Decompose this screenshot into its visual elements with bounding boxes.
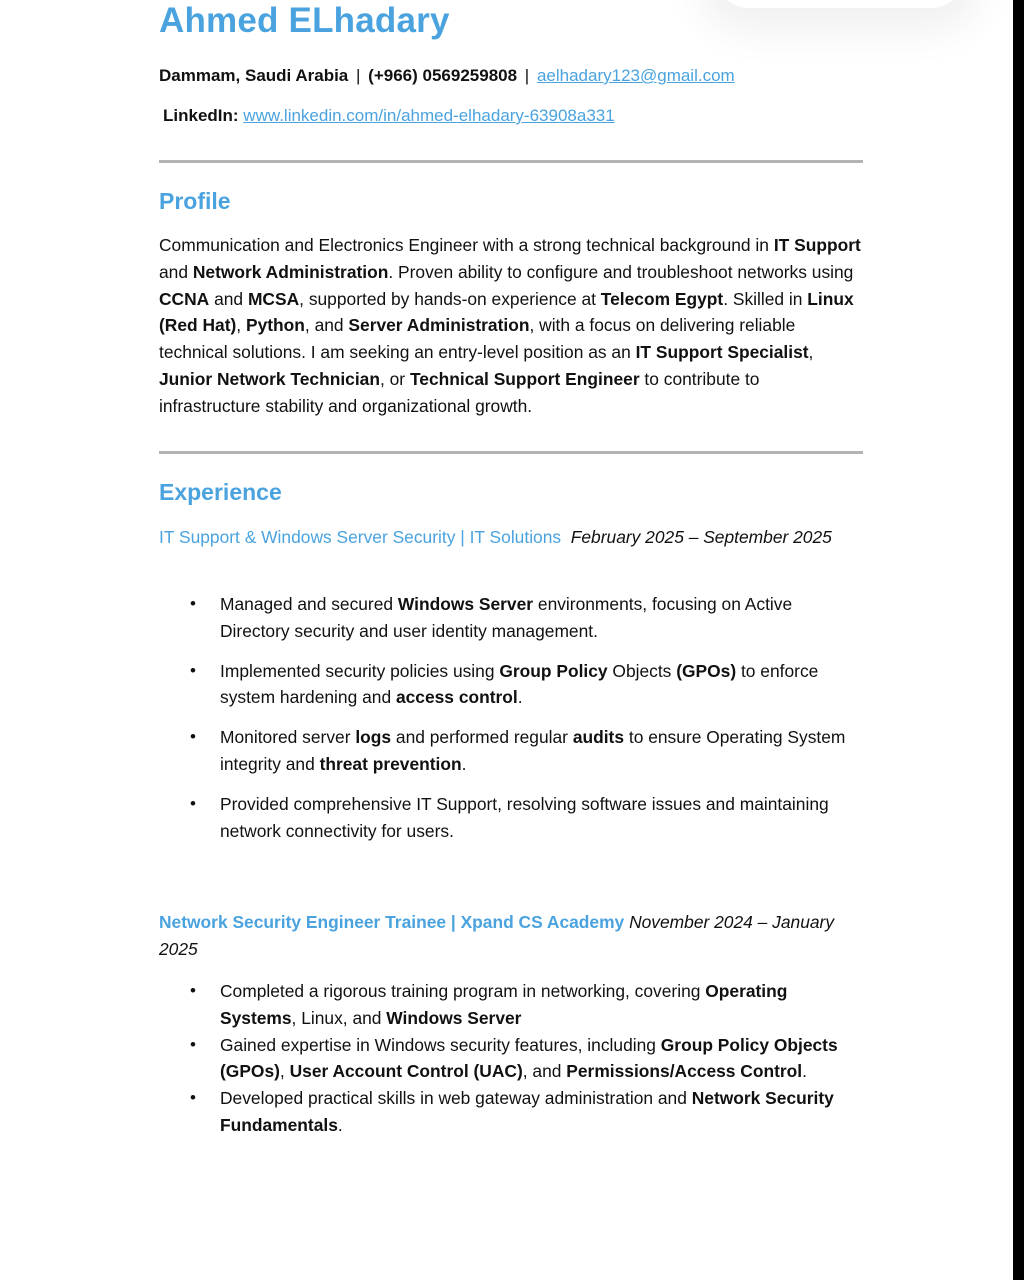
job-dates: November 2024 – January 2025 (159, 912, 835, 959)
job-dates: February 2025 – September 2025 (570, 527, 832, 547)
linkedin-label: LinkedIn: (163, 106, 239, 125)
candidate-name: Ahmed ELhadary (159, 1, 450, 40)
bullet-icon: • (190, 1034, 196, 1054)
contact-line (159, 64, 735, 88)
bullet-text: Implemented security policies using Group Policy Objects (GPOs) to enforce system hardening and access control. (220, 660, 819, 708)
job-bullets (159, 591, 864, 844)
bullet-icon: • (190, 1088, 196, 1108)
job-heading (159, 909, 849, 962)
separator: | (356, 66, 361, 85)
divider (159, 160, 863, 163)
bullet-item (159, 1085, 864, 1139)
bullet-item (159, 591, 864, 645)
linkedin-line (163, 104, 615, 128)
job-bullets (159, 978, 864, 1139)
linkedin-link[interactable]: www.linkedin.com/in/ahmed-elhadary-63908a331 (243, 106, 615, 125)
divider (159, 451, 863, 454)
overlay-popup-edge (715, 0, 965, 8)
job-title: Network Security Engineer Trainee | Xpand CS Academy (159, 912, 625, 932)
bullet-text: Provided comprehensive IT Support, resolving software issues and maintaining network connectivity for users. (220, 793, 829, 841)
email-link[interactable]: aelhadary123@gmail.com (536, 66, 735, 85)
bullet-icon: • (190, 594, 196, 613)
bullet-item (159, 978, 864, 1032)
section-title-experience: Experience (159, 479, 282, 505)
section-title-profile: Profile (159, 188, 231, 214)
bullet-text: Monitored server logs and performed regular audits to ensure Operating System integrity and threat prevention. (220, 727, 846, 774)
bullet-text: Managed and secured Windows Server environments, focusing on Active Directory security and user identity management. (220, 594, 793, 641)
bullet-item (159, 1032, 864, 1086)
job-heading (159, 524, 849, 551)
bullet-text: Completed a rigorous training program in networking, covering Operating Systems, Linux, and Windows Server (220, 981, 788, 1028)
bullet-icon: • (190, 660, 196, 680)
phone-number: (+966) 0569259808 (368, 66, 518, 85)
bullet-item (159, 658, 864, 712)
bullet-icon: • (190, 727, 196, 747)
location: Dammam, Saudi Arabia (159, 66, 349, 85)
bullet-text: Developed practical skills in web gateway administration and Network Security Fundamentals. (220, 1088, 834, 1135)
separator: | (524, 66, 530, 85)
bullet-icon: • (190, 981, 196, 1000)
bullet-item (159, 724, 864, 778)
bullet-icon: • (190, 793, 196, 813)
bullet-item (159, 791, 864, 845)
bullet-text: Gained expertise in Windows security features, including Group Policy Objects (GPOs), User Account Control (UAC), and Permissions/Access Control. (220, 1034, 838, 1082)
job-title: IT Support & Windows Server Security | IT Solutions (159, 527, 562, 547)
profile-summary: Communication and Electronics Engineer with a strong technical background in IT Support and Network Administration. Proven ability to configure and troubleshoot networks using CCNA and MCSA, supported by hands-on experience at Telecom Egypt. Skilled in Linux (Red Hat), Python, and Server Administration, with a focus on delivering reliable technical solutions. I am seeking an entry-level position as an IT Support Specialist, Junior Network Technician, or Technical Support Engineer to contribute to infrastructure stability and organizational growth. (159, 235, 861, 416)
